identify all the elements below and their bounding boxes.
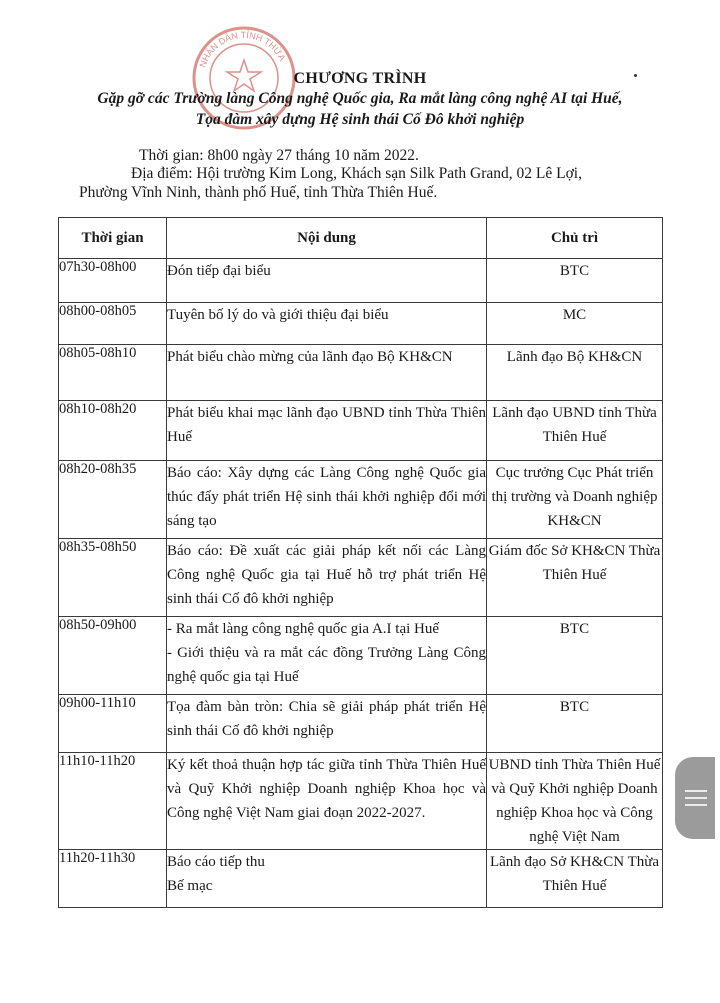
row-content <box>167 850 487 908</box>
row-content <box>167 259 487 303</box>
row-time: 08h20-08h35 <box>59 461 167 539</box>
row-host-line: MC <box>562 307 587 323</box>
agenda-row <box>59 539 663 617</box>
row-host <box>487 850 663 908</box>
scroll-handle[interactable] <box>675 757 715 839</box>
agenda-row <box>59 850 663 908</box>
row-time: 11h10-11h20 <box>59 753 167 850</box>
row-host <box>487 695 663 753</box>
agenda-row <box>59 753 663 850</box>
row-host <box>487 345 663 401</box>
place-line: Địa điểm: Hội trường Kim Long, Khách sạn Silk Path Grand, 02 Lê Lợi, <box>131 165 582 182</box>
header-time: Thời gian <box>59 218 167 259</box>
row-time: 08h05-08h10 <box>59 345 167 401</box>
row-content-line: Tọa đàm bàn tròn: Chia sẽ giải pháp phát triển Hệ sinh thái Cố đô khởi nghiệp <box>167 699 486 739</box>
row-host-line: Giám đốc Sở KH&CN Thừa Thiên Huế <box>488 543 661 583</box>
agenda-row <box>59 401 663 461</box>
svg-text:NHÂN DÂN TỈNH THỪA: NHÂN DÂN TỈNH THỪA <box>197 29 288 69</box>
header-host: Chủ trì <box>487 218 663 259</box>
row-time: 08h35-08h50 <box>59 539 167 617</box>
row-content-line: Đón tiếp đại biểu <box>167 263 271 279</box>
row-host-line: Lãnh đạo Bộ KH&CN <box>506 349 643 365</box>
row-content <box>167 539 487 617</box>
place-line-continued: Phường Vĩnh Ninh, thành phố Huế, tỉnh Thừa Thiên Huế. <box>79 184 438 201</box>
agenda-row <box>59 303 663 345</box>
agenda-table <box>58 217 663 908</box>
row-time: 11h20-11h30 <box>59 850 167 908</box>
row-content-line: - Giới thiệu và ra mắt các đồng Trưởng Làng Công nghệ quốc gia tại Huế <box>167 645 486 685</box>
row-content-line: Báo cáo tiếp thu <box>167 854 265 870</box>
row-host <box>487 303 663 345</box>
row-content <box>167 401 487 461</box>
row-content <box>167 753 487 850</box>
row-content <box>167 695 487 753</box>
row-time: 08h00-08h05 <box>59 303 167 345</box>
row-host-line: BTC <box>559 621 590 637</box>
row-content-line: - Ra mắt làng công nghệ quốc gia A.I tại Huế <box>167 621 440 637</box>
row-content-line: Tuyên bố lý do và giới thiệu đại biểu <box>167 307 389 323</box>
row-host-line: BTC <box>559 699 590 715</box>
row-content-line: Ký kết thoả thuận hợp tác giữa tỉnh Thừa Thiên Huế và Quỹ Khởi nghiệp Doanh nghiệp Khoa học và Công nghệ Việt Nam giai đoạn 2022-2027. <box>167 757 486 821</box>
row-host-line: UBND tỉnh Thừa Thiên Huế và Quỹ Khởi nghiệp Doanh nghiệp Khoa học và Công nghệ Việt Nam <box>488 757 661 845</box>
row-content-line: Báo cáo: Đề xuất các giải pháp kết nối các Làng Công nghệ Quốc gia tại Huế hỗ trợ phát triển Hệ sinh thái Cố đô khởi nghiệp <box>167 543 486 607</box>
row-content <box>167 303 487 345</box>
row-content-line: Phát biểu khai mạc lãnh đạo UBND tỉnh Thừa Thiên Huế <box>167 405 486 445</box>
row-host <box>487 461 663 539</box>
row-time: 08h50-09h00 <box>59 617 167 695</box>
stray-mark <box>634 74 637 77</box>
scroll-handle-grip <box>685 804 707 806</box>
row-host-line: Cục trưởng Cục Phát triển thị trường và Doanh nghiệp KH&CN <box>491 465 658 529</box>
row-content <box>167 345 487 401</box>
row-host <box>487 401 663 461</box>
agenda-row <box>59 259 663 303</box>
agenda-row <box>59 345 663 401</box>
agenda-row <box>59 695 663 753</box>
row-content-line: Báo cáo: Xây dựng các Làng Công nghệ Quốc gia thúc đẩy phát triển Hệ sinh thái khởi nghiệp đổi mới sáng tạo <box>167 465 486 529</box>
agenda-row <box>59 617 663 695</box>
row-host-line: BTC <box>559 263 590 279</box>
agenda-header-row <box>59 218 663 259</box>
row-host-line: Lãnh đạo Sở KH&CN Thừa Thiên Huế <box>489 854 660 894</box>
agenda-row <box>59 461 663 539</box>
row-time: 09h00-11h10 <box>59 695 167 753</box>
document-subtitle-line1: Gặp gỡ các Trường làng Công nghệ Quốc gia, Ra mắt làng công nghệ AI tại Huế, <box>97 90 623 107</box>
document-title: CHƯƠNG TRÌNH <box>293 70 427 87</box>
row-host-line: Lãnh đạo UBND tỉnh Thừa Thiên Huế <box>492 405 657 445</box>
document-subtitle-line2: Tọa đàm xây dựng Hệ sinh thái Cố Đô khởi nghiệp <box>195 111 525 128</box>
row-host <box>487 259 663 303</box>
time-line: Thời gian: 8h00 ngày 27 tháng 10 năm 2022. <box>139 147 419 164</box>
row-time: 08h10-08h20 <box>59 401 167 461</box>
row-content <box>167 617 487 695</box>
row-content-line: Bế mạc <box>167 878 213 894</box>
scroll-handle-grip <box>685 797 707 799</box>
row-content-line: Phát biểu chào mừng của lãnh đạo Bộ KH&CN <box>167 349 453 365</box>
header-content: Nội dung <box>167 218 487 259</box>
row-time: 07h30-08h00 <box>59 259 167 303</box>
row-host <box>487 539 663 617</box>
row-content <box>167 461 487 539</box>
row-host <box>487 617 663 695</box>
row-host <box>487 753 663 850</box>
scroll-handle-grip <box>685 790 707 792</box>
